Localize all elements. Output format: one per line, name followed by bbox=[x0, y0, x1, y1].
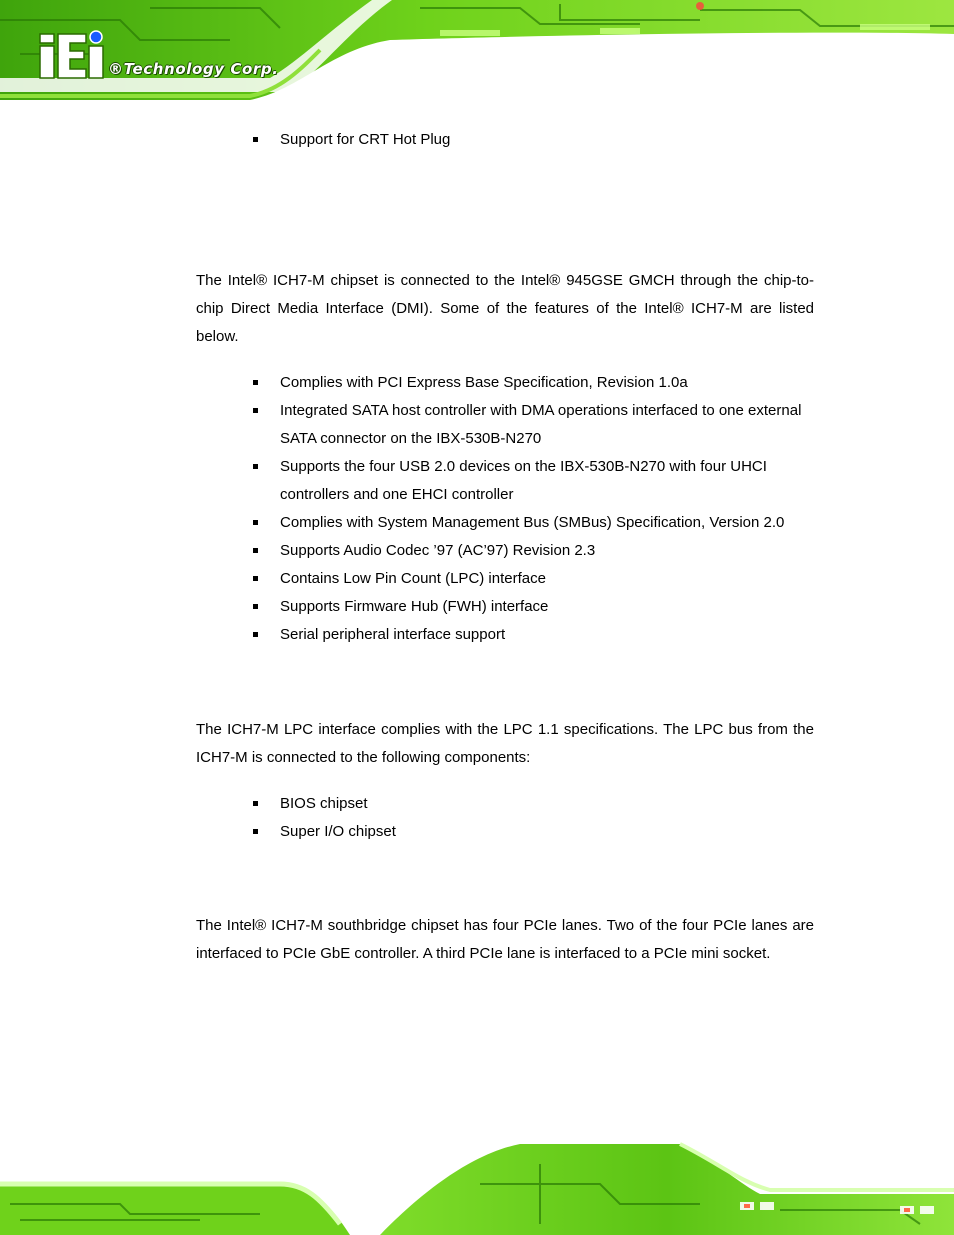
bullet-icon bbox=[253, 801, 258, 806]
list-item: Supports the four USB 2.0 devices on the IBX-530B-N270 with four UHCI controllers and one EHCI controller bbox=[196, 453, 814, 509]
list-item: BIOS chipset bbox=[196, 790, 814, 818]
company-name: ®Technology Corp. bbox=[108, 60, 279, 78]
lpc-section bbox=[196, 716, 814, 772]
ich7m-features bbox=[196, 369, 814, 649]
pcie-section bbox=[196, 912, 814, 968]
bullet-icon bbox=[253, 137, 258, 142]
lpc-intro: The ICH7-M LPC interface complies with the LPC 1.1 specifications. The LPC bus from the ICH7-M is connected to the following components: bbox=[196, 721, 814, 766]
bullet-icon bbox=[253, 829, 258, 834]
header-banner bbox=[0, 0, 954, 112]
list-item: Complies with PCI Express Base Specification, Revision 1.0a bbox=[196, 369, 814, 397]
list-item: Supports Audio Codec ’97 (AC’97) Revision 2.3 bbox=[196, 537, 814, 565]
list-item: Integrated SATA host controller with DMA operations interfaced to one external SATA connector on the IBX-530B-N270 bbox=[196, 397, 814, 453]
bullet-icon bbox=[253, 464, 258, 469]
list-item: Support for CRT Hot Plug bbox=[196, 126, 814, 154]
pcie-intro: The Intel® ICH7-M southbridge chipset has four PCIe lanes. Two of the four PCIe lanes are interfaced to PCIe GbE controller. A third PCIe lane is interfaced to a PCIe mini socket. bbox=[196, 917, 814, 962]
ich7m-section bbox=[196, 267, 814, 351]
lpc-component-list bbox=[196, 790, 814, 846]
bullet-icon bbox=[253, 380, 258, 385]
bullet-icon bbox=[253, 548, 258, 553]
top-bullet-list bbox=[196, 126, 814, 154]
top-bullet-section bbox=[196, 126, 814, 154]
bullet-icon bbox=[253, 632, 258, 637]
list-item: Complies with System Management Bus (SMBus) Specification, Version 2.0 bbox=[196, 509, 814, 537]
bullet-icon bbox=[253, 576, 258, 581]
lpc-components bbox=[196, 790, 814, 846]
list-item: Supports Firmware Hub (FWH) interface bbox=[196, 593, 814, 621]
bullet-icon bbox=[253, 604, 258, 609]
footer-banner bbox=[0, 1124, 954, 1235]
ich7m-intro: The Intel® ICH7-M chipset is connected to the Intel® 945GSE GMCH through the chip-to-chip Direct Media Interface (DMI). Some of the features of the Intel® ICH7-M are listed below. bbox=[196, 272, 814, 345]
bullet-icon bbox=[253, 408, 258, 413]
list-item: Serial peripheral interface support bbox=[196, 621, 814, 649]
list-item: Super I/O chipset bbox=[196, 818, 814, 846]
ich7m-feature-list bbox=[196, 369, 814, 649]
bullet-icon bbox=[253, 520, 258, 525]
list-item: Contains Low Pin Count (LPC) interface bbox=[196, 565, 814, 593]
